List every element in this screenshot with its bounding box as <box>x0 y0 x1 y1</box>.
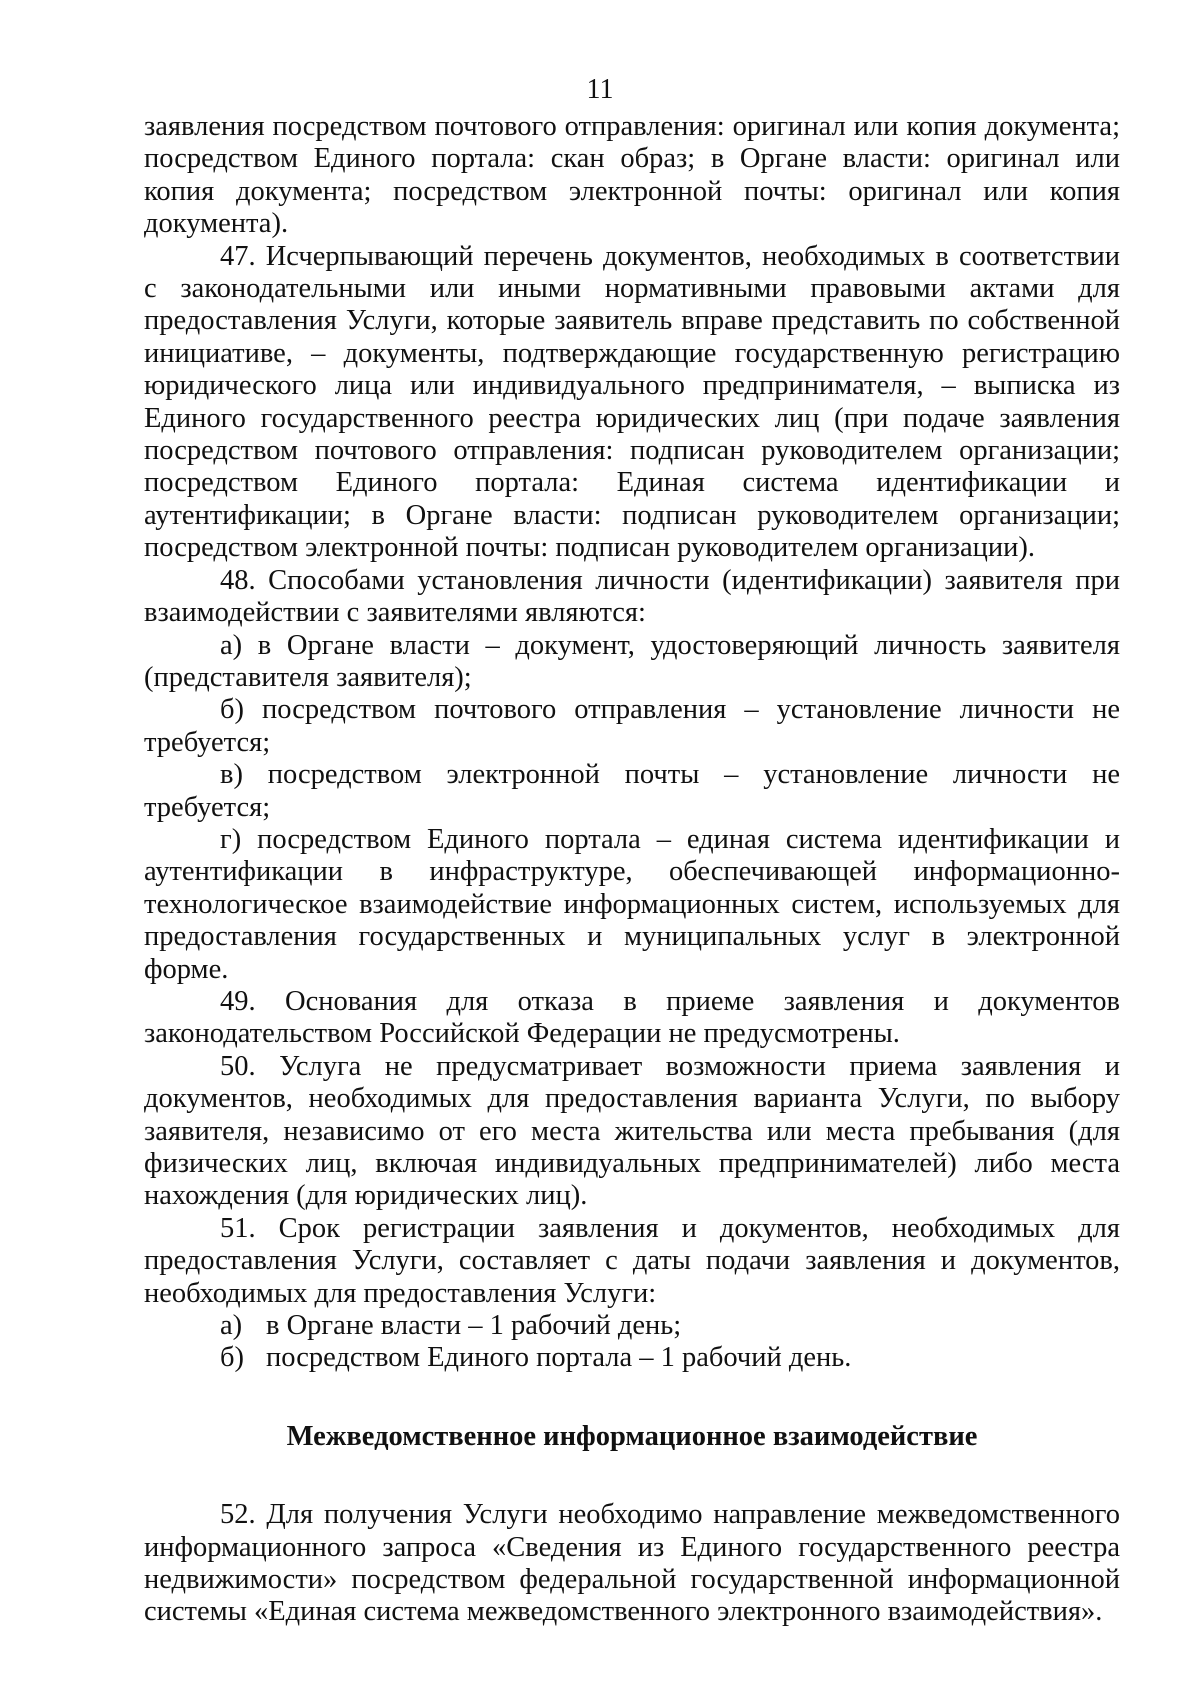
list-item-text: в Органе власти – 1 рабочий день; <box>266 1310 682 1342</box>
paragraph-50: 50. Услуга не предусматривает возможности приема заявления и документов, необходимых для предоставления варианта Услуги, по выбору заявителя, независимо от его места жительства или места пребывания (для физических лиц, включая индивидуальных предпринимателей) либо места нахождения (для юридических лиц). <box>144 1050 1120 1212</box>
list-item-marker: б) <box>220 1342 244 1374</box>
paragraph-49: 49. Основания для отказа в приеме заявления и документов законодательством Российской Федерации не предусмотрены. <box>144 985 1120 1050</box>
paragraph-48: 48. Способами установления личности (идентификации) заявителя при взаимодействии с заявителями являются: <box>144 564 1120 629</box>
paragraph-52: 52. Для получения Услуги необходимо направление межведомственного информационного запроса «Сведения из Единого государственного реестра недвижимости» посредством федеральной государственной информационной системы «Единая система межведомственного электронного взаимодействия». <box>144 1499 1120 1628</box>
document-body <box>144 111 1120 1629</box>
list-item <box>144 1342 1120 1374</box>
list-item <box>144 1310 1120 1342</box>
paragraph-48-b: б) посредством почтового отправления – установление личности не требуется; <box>144 694 1120 758</box>
section-heading: Межведомственное информационное взаимодействие <box>286 1420 978 1452</box>
list-item-marker: а) <box>220 1310 243 1342</box>
page-number: 11 <box>586 74 614 105</box>
paragraph-47: 47. Исчерпывающий перечень документов, необходимых в соответствии с законодательными или иными нормативными правовыми актами для предоставления Услуги, которые заявитель вправе представить по собственной инициативе, – документы, подтверждающие государственную регистрацию юридического лица или индивидуального предпринимателя, – выписка из Единого государственного реестра юридических лиц (при подаче заявления посредством почтового отправления: подписан руководителем организации; посредством Единого портала: Единая система идентификации и аутентификации; в Органе власти: подписан руководителем организации; посредством электронной почты: подписан руководителем организации). <box>144 240 1120 564</box>
paragraph-continuation: заявления посредством почтового отправления: оригинал или копия документа; посредством Единого портала: скан образ; в Органе власти: оригинал или копия документа; посредством электронной почты: оригинал или копия документа). <box>144 111 1120 240</box>
paragraph-48-a: а) в Органе власти – документ, удостоверяющий личность заявителя (представителя заявителя); <box>144 629 1120 693</box>
paragraph-48-g: г) посредством Единого портала – единая система идентификации и аутентификации в инфраструктуре, обеспечивающей информационно-технологическое взаимодействие информационных систем, используемых для предоставления государственных и муниципальных услуг в электронной форме. <box>144 823 1120 985</box>
paragraph-51: 51. Срок регистрации заявления и документов, необходимых для предоставления Услуги, составляет с даты подачи заявления и документов, необходимых для предоставления Услуги: <box>144 1212 1120 1309</box>
list-item-text: посредством Единого портала – 1 рабочий день. <box>266 1342 852 1374</box>
paragraph-48-v: в) посредством электронной почты – установление личности не требуется; <box>144 759 1120 823</box>
